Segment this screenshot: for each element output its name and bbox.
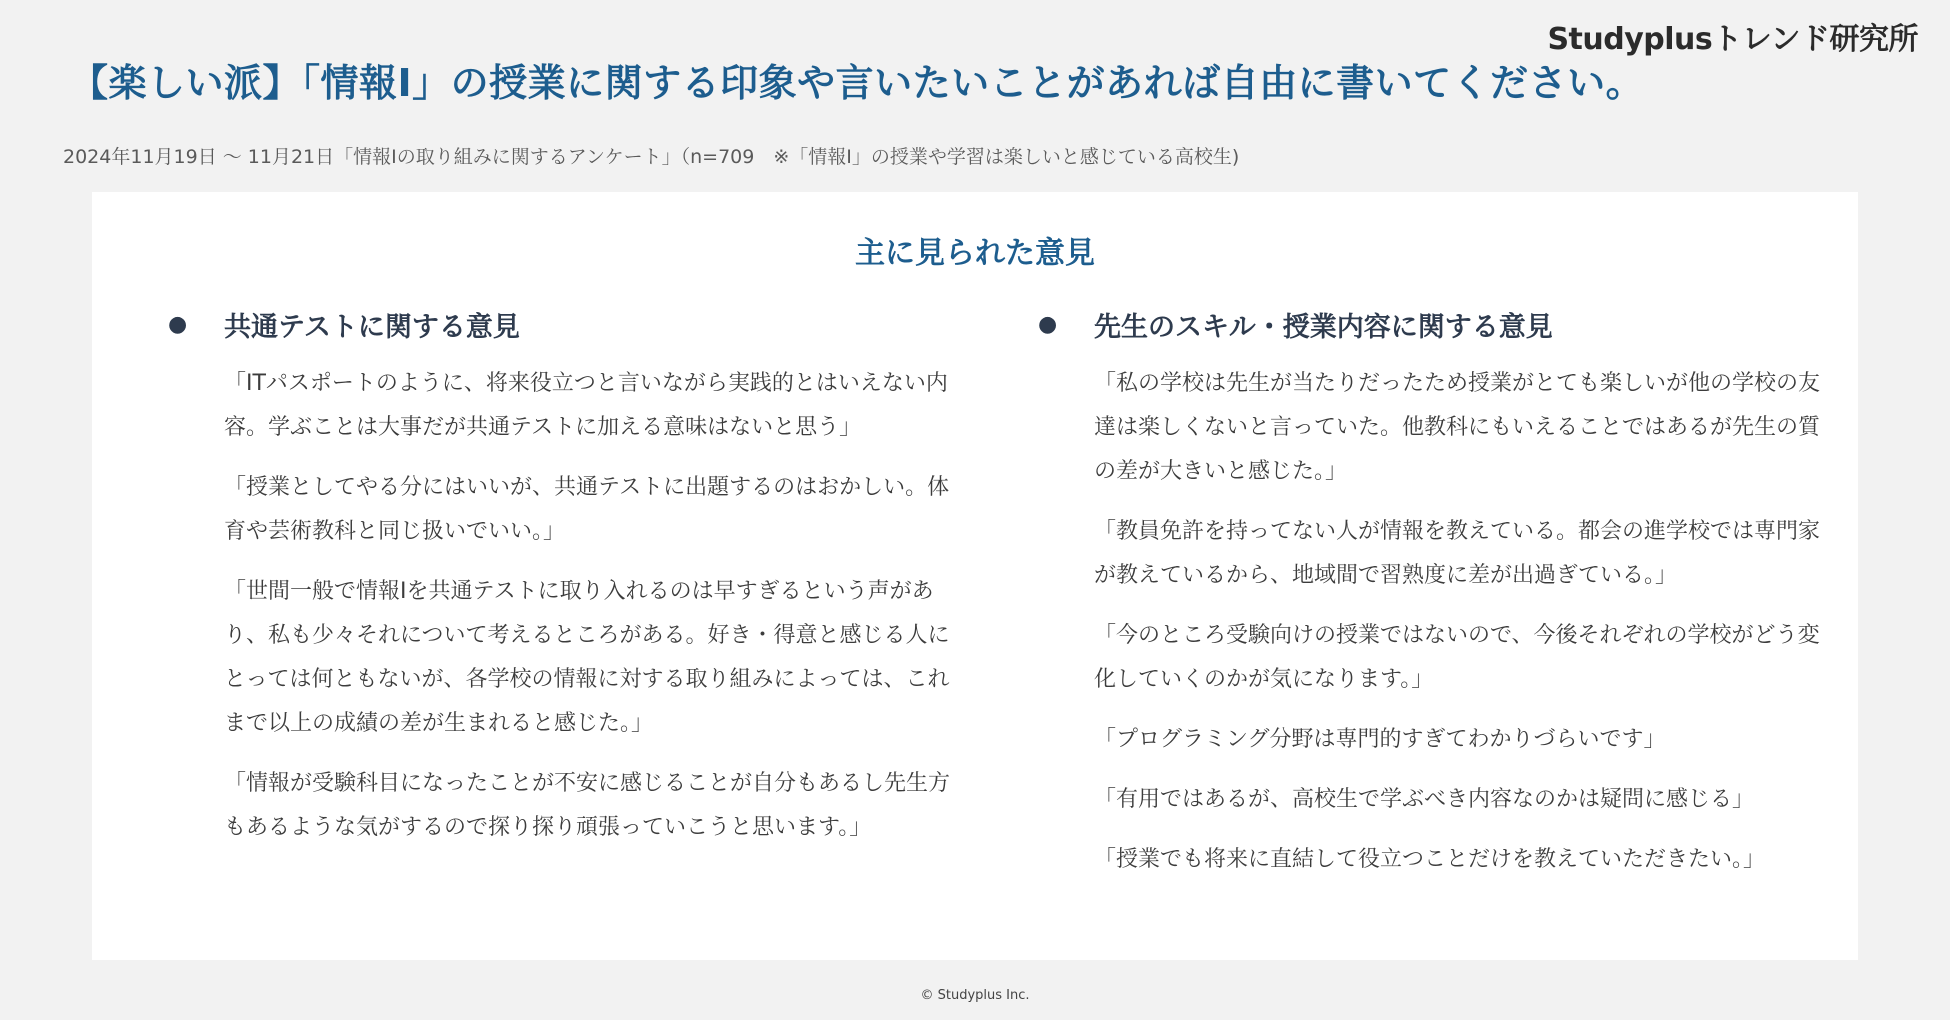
- quote-item: 「授業としてやる分にはいいが、共通テストに出題するのはおかしい。体育や芸術教科と同じ扱いでいい。」: [224, 475, 950, 544]
- survey-subtitle: 2024年11月19日 〜 11月21日「情報Ⅰの取り組みに関するアンケート」（n=709 ※「情報Ⅰ」の授業や学習は楽しいと感じている高校生): [63, 146, 1240, 168]
- opinion-column-teacher-skill: [1038, 305, 1821, 898]
- quote-item: 「ITパスポートのように、将来役立つと言いながら実践的とはいえない内容。学ぶことは大事だが共通テストに加える意味はないと思う」: [224, 371, 948, 440]
- quote-item: 「授業でも将来に直結して役立つことだけを教えていただきたい。」: [1094, 847, 1766, 872]
- column-header: [1038, 305, 1798, 344]
- bullet-icon: ●: [1038, 312, 1058, 337]
- opinion-column-common-test: [168, 305, 951, 866]
- page-title: 【楽しい派】「情報Ⅰ」の授業に関する印象や言いたいことがあれば自由に書いてください。: [70, 61, 1645, 105]
- quote-item: 「世間一般で情報Iを共通テストに取り入れるのは早すぎるという声があり、私も少々それについて考えるところがある。好き・得意と感じる人にとっては何ともないが、各学校の情報に対する取り組みによっては、これまで以上の成績の差が生まれると感じた。」: [224, 579, 950, 736]
- column-header: [168, 305, 928, 344]
- column-header-label: 先生のスキル・授業内容に関する意見: [1094, 312, 1553, 343]
- quote-item: 「私の学校は先生が当たりだったため授業がとても楽しいが他の学校の友達は楽しくないと言っていた。他教科にもいえることではあるが先生の質の差が大きいと感じた。」: [1094, 371, 1821, 484]
- quote-item: 「教員免許を持ってない人が情報を教えている。都会の進学校では専門家が教えているから、地域間で習熟度に差が出過ぎている。」: [1094, 519, 1821, 588]
- bullet-icon: ●: [168, 312, 188, 337]
- copyright-footer: © Studyplus Inc.: [920, 988, 1030, 1003]
- brand-logo: Studyplusトレンド研究所: [1547, 22, 1918, 57]
- column-header-label: 共通テストに関する意見: [224, 312, 520, 343]
- quote-item: 「有用ではあるが、高校生で学ぶべき内容なのかは疑問に感じる」: [1094, 787, 1755, 812]
- quote-item: 「情報が受験科目になったことが不安に感じることが自分もあるし先生方もあるような気がするので探り探り頑張っていこうと思います。」: [224, 771, 951, 840]
- quote-item: 「プログラミング分野は専門的すぎてわかりづらいです」: [1094, 727, 1666, 752]
- quote-item: 「今のところ受験向けの授業ではないので、今後それぞれの学校がどう変化していくのかが気になります。」: [1094, 623, 1820, 692]
- opinions-panel: [92, 192, 1858, 960]
- panel-heading: 主に見られた意見: [855, 236, 1095, 271]
